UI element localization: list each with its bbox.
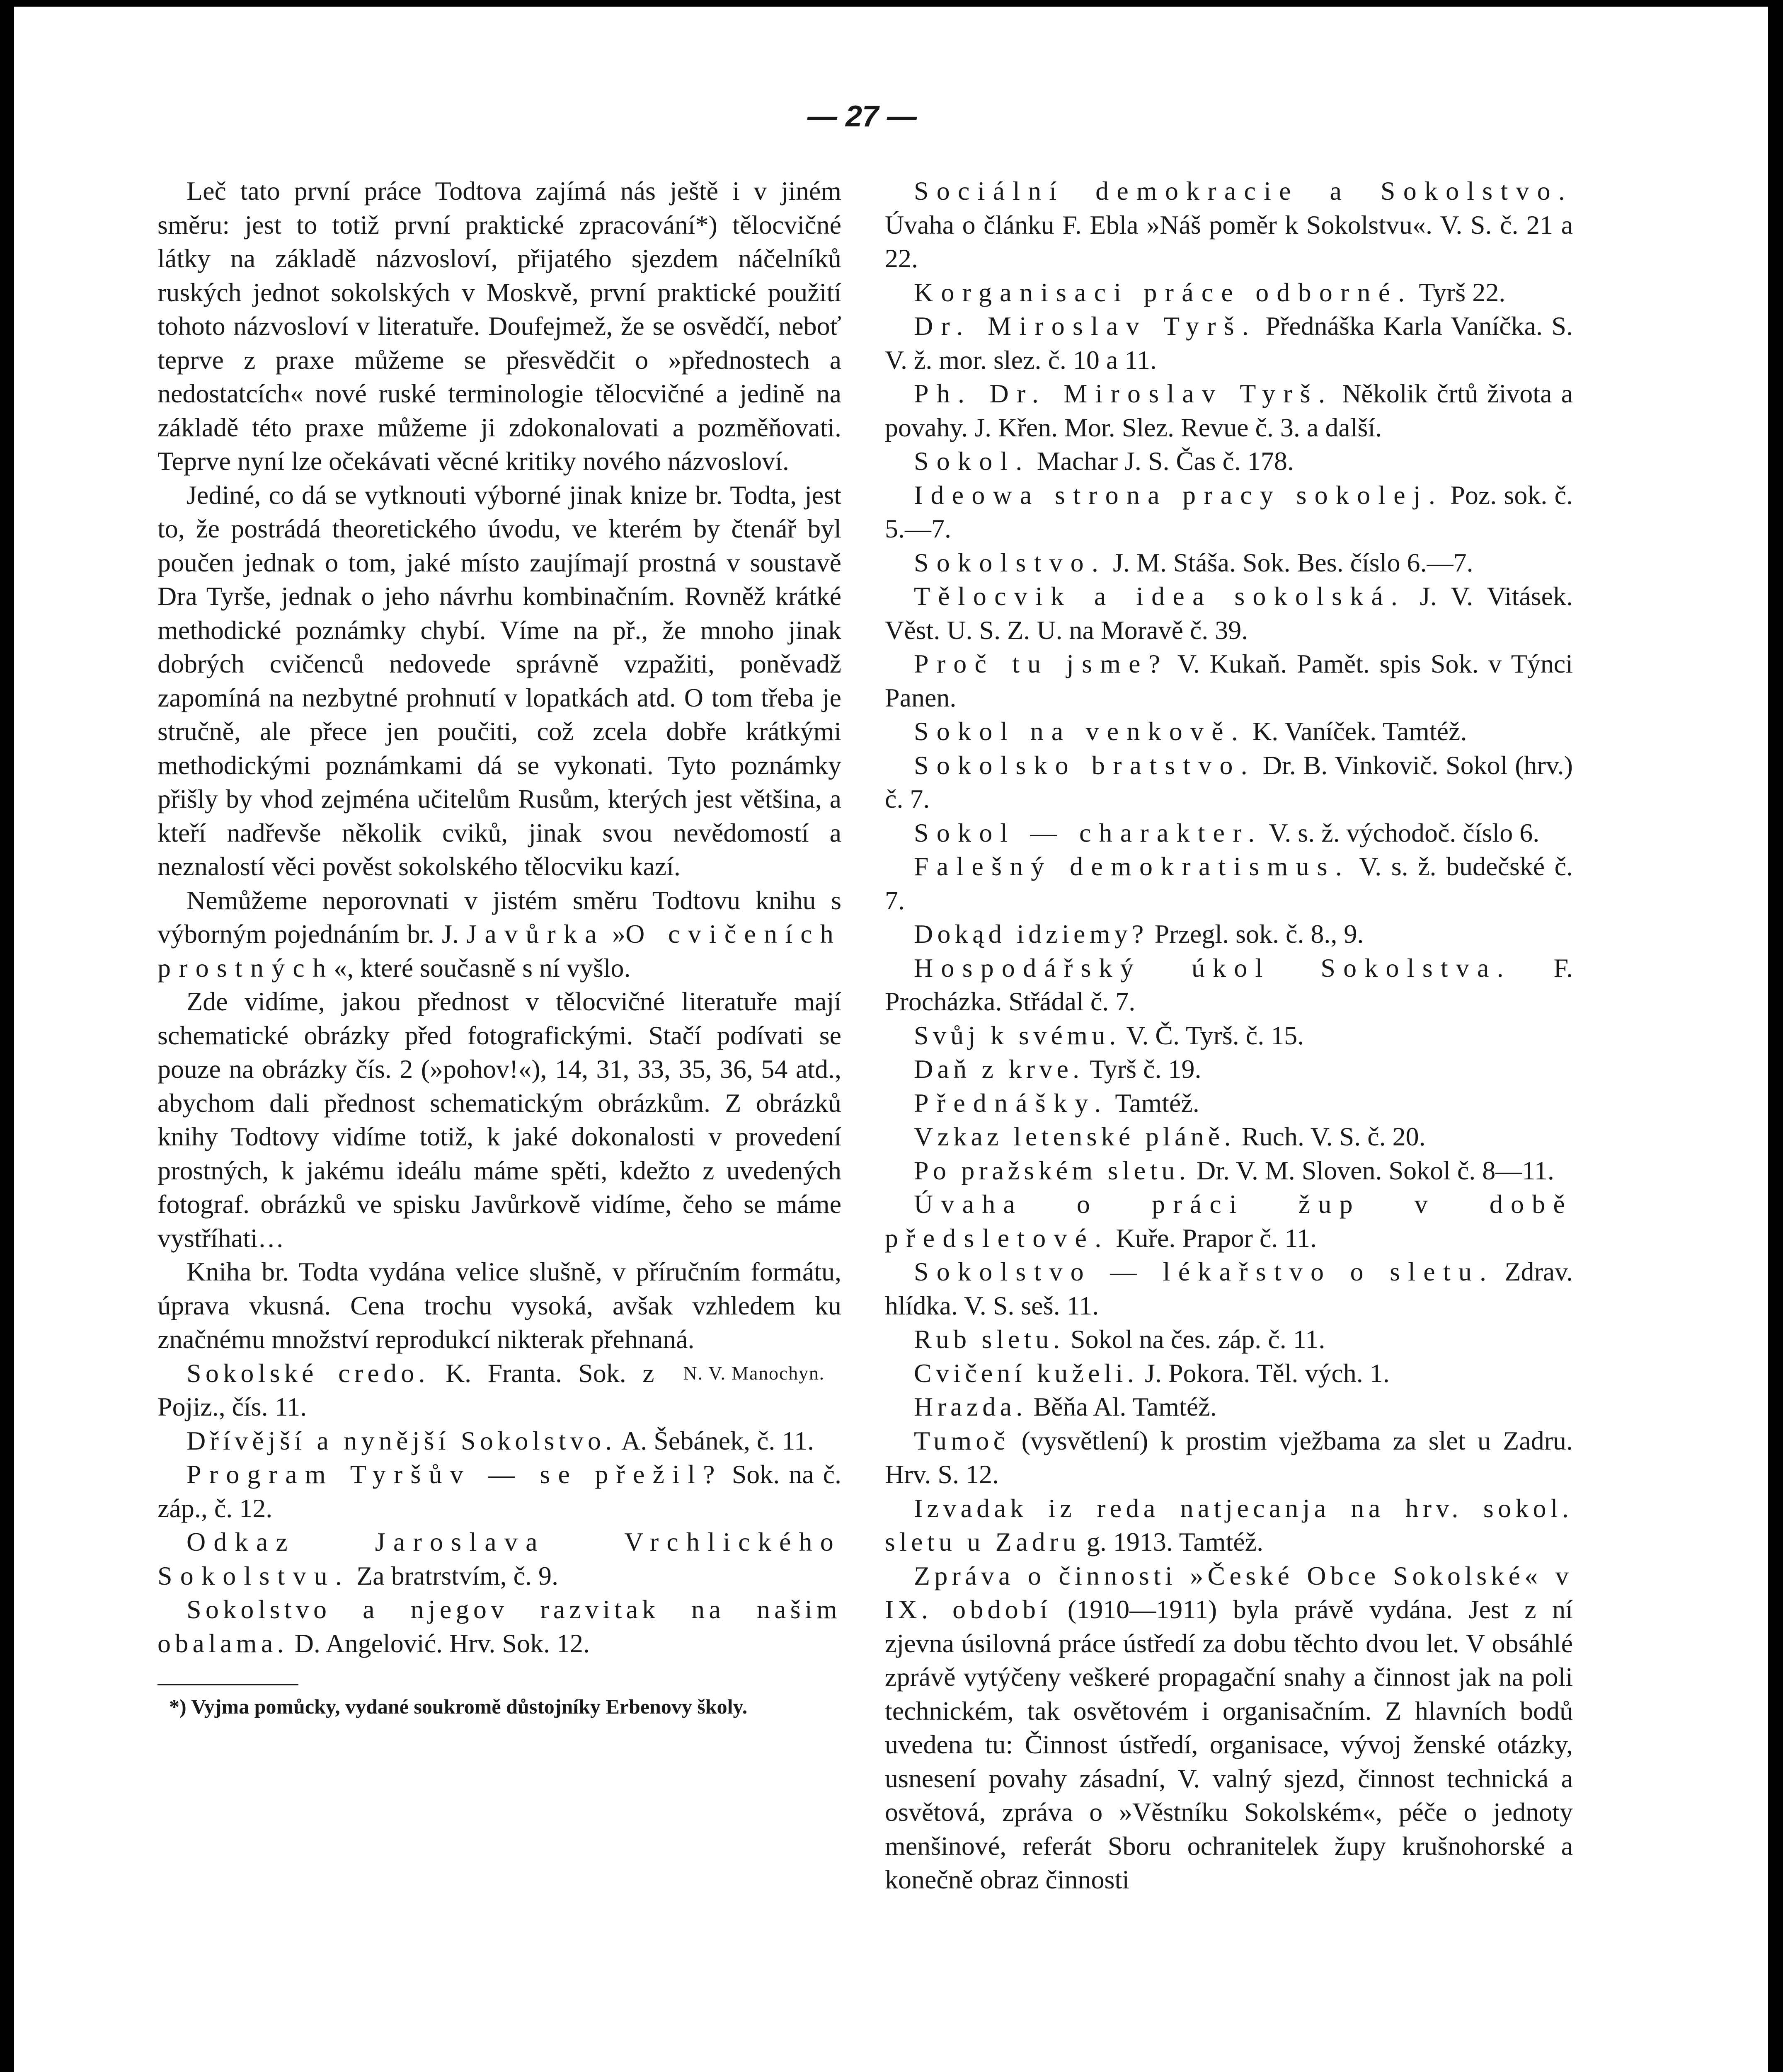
bibliography-entry: [885, 714, 1573, 748]
page-number: — 27 —: [807, 100, 917, 133]
bibliography-entry: [157, 1525, 841, 1593]
entry-title: Falešný demokratismus.: [914, 852, 1350, 881]
entry-details: Několik črtů života a povahy. J. Křen. Mor. Slez. Revue č. 3. a další.: [885, 379, 1573, 442]
entry-title: Program Tyršův — se přežil?: [187, 1460, 723, 1489]
scan-border-right: [1768, 0, 1783, 2072]
entry-title: Tělocvik a idea sokolská.: [914, 581, 1406, 611]
bibliography-entry: [885, 1187, 1573, 1255]
paragraph: Jediné, co dá se vytknouti výborné jinak knize br. Todta, jest to, že postrádá theoretického úvodu, ve kterém by čtenář byl poučen jednak o tom, jaké místo zaujímají prostná v soustavě Dra Tyrše, jednak o jeho návrhu kombinačním. Rovněž krátké methodické poznámky chybí. Víme na př., že mnoho jinak dobrých cvičenců nedovede správně vzpažiti, poněvadž zapomíná na nezbytné prohnutí v lopatkách atd. O tom třeba je stručně, ale přece jen poučiti, což zcela dobře krátkými methodickými poznámkami dá se vykonati. Tyto poznámky přišly by vhod zejména učitelům Rusům, kterých jest většina, a kteří nadřevše několik cviků, jinak svou nevědomostí a neznalostí věci pověst sokolského tělocviku kazí.: [157, 480, 841, 881]
entry-details: A. Šebánek, č. 11.: [616, 1426, 814, 1455]
entry-title: Proč tu jsme?: [914, 649, 1168, 678]
book-title: O cvičeních prostných: [157, 919, 842, 983]
entry-details: Przegl. sok. č. 8., 9.: [1148, 919, 1364, 949]
entry-title: Cvičení kuželi.: [914, 1358, 1139, 1388]
entry-details: Úvaha o článku F. Ebla »Náš poměr k Sokolstvu«. V. S. č. 21 a 22.: [885, 210, 1573, 273]
entry-details: J. V. Vitásek. Věst. U. S. Z. U. na Moravě č. 39.: [885, 581, 1573, 645]
right-column: [885, 174, 1573, 1897]
entry-title: Izvadak iz reda natjecanja na hrv. sokol. sletu u Zadru: [885, 1493, 1573, 1556]
entry-details: g. 1913. Tamtéž.: [1080, 1527, 1264, 1556]
entry-details: Za bratrstvím, č. 9.: [350, 1561, 559, 1590]
bibliography-entry: [157, 1457, 841, 1525]
bibliography-entry: [885, 1322, 1573, 1356]
entry-title: Svůj k svému.: [914, 1020, 1120, 1050]
bibliography-entry: [885, 748, 1573, 816]
bibliography-entry: [885, 1154, 1573, 1188]
entry-title: Sokolstvo — lékařstvo o sletu.: [914, 1257, 1495, 1286]
entry-details: Dr. B. Vinkovič. Sokol (hrv.) č. 7.: [885, 750, 1573, 813]
entry-title: Tumoč: [914, 1426, 1010, 1455]
bibliography-entry: [885, 1019, 1573, 1053]
bibliography-entry: [157, 1424, 841, 1458]
entry-title: Sokolsko bratstvo.: [914, 750, 1255, 780]
entry-title: Úvaha o práci žup v době předsletové.: [885, 1189, 1573, 1253]
paragraph: Zde vidíme, jakou přednost v tělocvičné literatuře mají schematické obrázky před fotografickými. Stačí podívati se pouze na obrázky čís. 2 (»pohov!«), 14, 31, 33, 35, 36, 54 atd., abychom dali přednost schematickým obrázkům. Z obrázků knihy Todtovy vidíme totiž, k jaké dokonalosti v provedení prostných, k jakému ideálu máme spěti, kdežto z uvedených fotograf. obrázků ve spisku Javůrkově vidíme, čeho se máme vystříhati…: [157, 987, 841, 1253]
report-paragraph: [885, 1559, 1573, 1897]
bibliography-entry: [157, 1593, 841, 1660]
signature: N. V. Manochyn.: [683, 1362, 825, 1384]
text: »: [604, 919, 626, 949]
entry-details: Sokol na čes. záp. č. 11.: [1064, 1324, 1325, 1354]
report-title: Zpráva o činnosti »České Obce Sokolské« v IX. období: [885, 1561, 1573, 1624]
text: Kniha br. Todta vydána velice slušně, v příručním formátu, úprava vkusná. Cena trochu vysoká, avšak vzhledem ku značnému množství reprodukcí nikterak přehnaná.: [157, 1257, 841, 1354]
entry-details: V. Kukaň. Pamět. spis Sok. v Týnci Panen.: [885, 649, 1573, 712]
entry-details: Machar J. S. Čas č. 178.: [1030, 446, 1294, 476]
entry-title: Ph. Dr. Miroslav Tyrš.: [914, 379, 1333, 408]
paragraph: Leč tato první práce Todtova zajímá nás ještě i v jiném směru: jest to totiž první praktické zpracování*) tělocvičné látky na základě názvosloví, přijatého sjezdem náčelníků ruských jednot sokolských v Moskvě, první praktické použití tohoto názvosloví v literatuře. Doufejmež, že se osvědčí, neboť teprve z praxe můžeme se přesvědčit o »přednostech a nedostatcích« nové ruské terminologie tělocvičné a jedině na základě této praxe můžeme ji zdokonalovati a pozměňovati. Teprve nyní lze očekávati věcné kritiky nového názvosloví.: [157, 176, 841, 476]
entry-details: J. M. Stáša. Sok. Bes. číslo 6.—7.: [1106, 547, 1473, 577]
entry-title: Dr. Miroslav Tyrš.: [914, 311, 1257, 341]
bibliography-entry: [885, 647, 1573, 714]
entry-title: Sokol.: [914, 446, 1030, 476]
text: Nemůžeme neporovnati v jistém směru Todtovu knihu s výborným pojednáním br. J.: [157, 885, 841, 949]
entry-details: J. Pokora. Těl. vých. 1.: [1138, 1358, 1390, 1388]
scan-border-left: [0, 0, 14, 2072]
bibliography-entry: [885, 1052, 1573, 1086]
bibliography-entry: [885, 276, 1573, 310]
entry-details: V. s. ž. budečské č. 7.: [885, 852, 1573, 915]
entry-details: Tyrš č. 19.: [1083, 1054, 1202, 1084]
entry-title: Sokolstvo.: [914, 547, 1107, 577]
left-column: [157, 174, 841, 1719]
entry-title: Sokol na venkově.: [914, 716, 1246, 746]
bibliography-entry: [885, 951, 1573, 1019]
entry-title: Po pražském sletu.: [914, 1155, 1190, 1185]
entry-details: K. Franta. Sok. z Pojiz., čís. 11.: [157, 1358, 654, 1421]
bibliography-entry: [885, 1424, 1573, 1491]
bibliography-entry: [885, 917, 1573, 951]
bibliography-entry: [885, 174, 1573, 276]
entry-details: Sok. na č. záp., č. 12.: [157, 1460, 842, 1523]
entry-title: Daň z krve.: [914, 1054, 1084, 1084]
scan-border-top: [0, 0, 1783, 7]
footnote-rule: [157, 1684, 298, 1685]
entry-details: Přednáška Karla Vaníčka. S. V. ž. mor. slez. č. 10 a 11.: [885, 311, 1573, 375]
bibliography-entry: [885, 1255, 1573, 1322]
bibliography-entry: [885, 1390, 1573, 1424]
bibliography-entry: [885, 377, 1573, 444]
entry-details: Tyrš 22.: [1412, 277, 1506, 307]
entry-details: Zdrav. hlídka. V. S. seš. 11.: [885, 1257, 1573, 1320]
footnote: *) Vyjma pomůcky, vydané soukromě důstojníky Erbenovy školy.: [169, 1695, 748, 1718]
entry-title: Přednášky.: [914, 1088, 1109, 1118]
bibliography-entry: [885, 850, 1573, 917]
bibliography-entry: [885, 579, 1573, 647]
entry-title: Sokolské credo.: [187, 1358, 429, 1388]
entry-details: (vysvětlení) k prostim vježbama za slet u Zadru. Hrv. S. 12.: [885, 1426, 1573, 1489]
entry-title: Hrazda.: [914, 1392, 1027, 1421]
entry-title: Dokąd idziemy?: [914, 919, 1148, 949]
entry-details: Kuře. Prapor č. 11.: [1109, 1223, 1317, 1253]
entry-title: Sociální demokracie a Sokolstvo.: [914, 176, 1573, 206]
entry-details: Poz. sok. č. 5.—7.: [885, 480, 1573, 543]
entry-details: K. Vaníček. Tamtéž.: [1246, 716, 1467, 746]
entry-details: D. Angelović. Hrv. Sok. 12.: [288, 1628, 590, 1658]
entry-title: Sokol — charakter.: [914, 818, 1263, 847]
author-name: Javůrka: [466, 919, 605, 949]
entry-title: Ideowa strona pracy sokolej.: [914, 480, 1444, 510]
entry-title: Vzkaz letenské pláně.: [914, 1122, 1235, 1151]
report-text: (1910—1911) byla právě vydána. Jest z ní zjevna úsilovná práce ústředí za dobu těchto dvou let. V obsáhlé zprávě vytýčeny veškeré propagační snahy a činnost jak na poli technickém, tak osvětovém i organisačním. Z hlavních bodů uvedena tu: Činnost ústředí, organisace, vývoj ženské otázky, usnesení povahy zásadní, V. valný sjezd, činnost technická a osvětová, zpráva o »Věstníku Sokolském«, péče o jednoty menšinové, referát Sboru ochranitelek župy krušnohorské a konečně obraz činnosti: [885, 1595, 1573, 1894]
entry-details: V. s. ž. východoč. číslo 6.: [1262, 818, 1540, 847]
bibliography-entry: [885, 309, 1573, 377]
entry-details: Běňa Al. Tamtéž.: [1027, 1392, 1217, 1421]
bibliography-entry: [885, 444, 1573, 478]
entry-details: V. Č. Tyrš. č. 15.: [1120, 1020, 1304, 1050]
entry-title: Odkaz Jaroslava Vrchlického Sokolstvu.: [157, 1527, 841, 1590]
entry-title: Rub sletu.: [914, 1324, 1064, 1354]
entry-title: Korganisaci práce odborné.: [914, 277, 1413, 307]
bibliography-entry: [885, 546, 1573, 580]
entry-details: Ruch. V. S. č. 20.: [1235, 1122, 1426, 1151]
bibliography-entry: [885, 1491, 1573, 1559]
entry-title: Sokolstvo a njegov razvitak na našim obalama.: [157, 1595, 841, 1658]
entry-title: Dřívější a nynější Sokolstvo.: [187, 1426, 616, 1455]
entry-title: Hospodářský úkol Sokolstva.: [914, 953, 1512, 983]
entry-details: Dr. V. M. Sloven. Sokol č. 8—11.: [1190, 1155, 1554, 1185]
paragraph-javurek: [157, 884, 841, 985]
text: «, které současně s ní vyšlo.: [334, 953, 631, 983]
bibliography-entry: [885, 1120, 1573, 1154]
entry-details: Tamtéž.: [1109, 1088, 1199, 1118]
bibliography-entry: [885, 478, 1573, 546]
bibliography-entry: [885, 1086, 1573, 1120]
entry-details: F. Procházka. Střádal č. 7.: [885, 953, 1573, 1016]
bibliography-entry: [885, 816, 1573, 850]
bibliography-entry: [885, 1356, 1573, 1390]
